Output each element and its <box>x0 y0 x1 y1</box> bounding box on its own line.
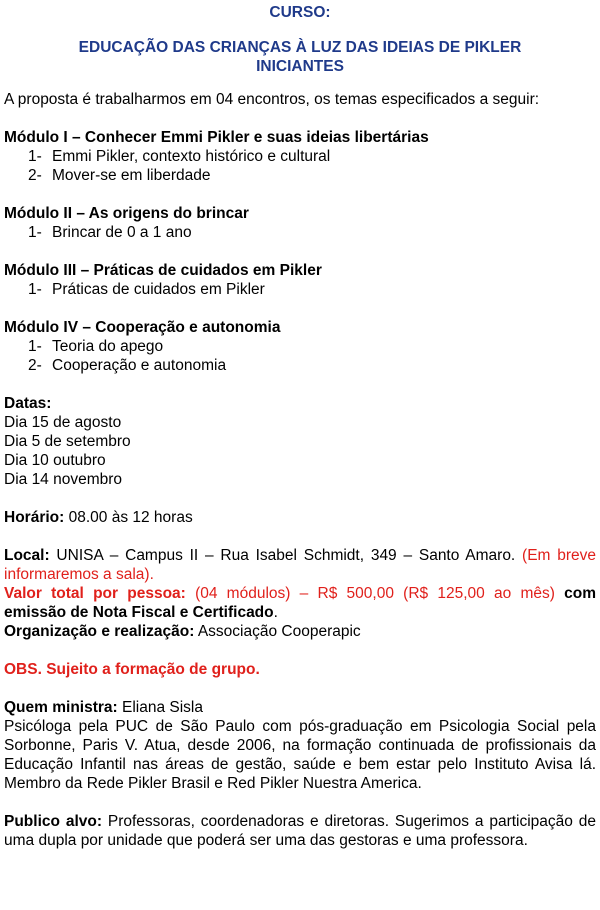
intro-text: A proposta é trabalharmos em 04 encontros, os temas especificados a seguir: <box>4 91 540 108</box>
date-item: Dia 15 de agosto <box>4 414 122 431</box>
price-line: Valor total por pessoa: (04 módulos) – R$ 500,00 (R$ 125,00 ao mês) com emissão de Nota Fiscal e Certificado. <box>4 585 596 621</box>
list-item: 2- Mover-se em liberdade <box>28 167 211 184</box>
module-title: Módulo IV – Cooperação e autonomia <box>4 319 281 336</box>
location-value: UNISA – Campus II – Rua Isabel Schmidt, 349 – Santo Amaro. <box>49 547 523 564</box>
audience-paragraph <box>4 812 596 850</box>
course-title-line1: EDUCAÇÃO DAS CRIANÇAS À LUZ DAS IDEIAS DE PIKLER <box>78 39 522 56</box>
location-line <box>4 546 596 584</box>
list-item: 1- Teoria do apego <box>28 338 164 355</box>
curso-label: CURSO: <box>269 4 331 21</box>
organization-label: Organização e realização: <box>4 623 195 640</box>
module-3 <box>4 261 596 299</box>
instructor-bio: Psicóloga pela PUC de São Paulo com pós-graduação em Psicologia Social pela Sorbonne, Paris V. Atua, desde 2006, na formação continuada de profissionais da Educação Infantil nas áreas de gestão, saúde e bem estar pelo Instituto Avisa lá. Membro da Rede Pikler Brasil e Red Pikler Nuestra America. <box>4 718 596 792</box>
date-item: Dia 14 novembro <box>4 471 123 488</box>
date-item: Dia 10 outubro <box>4 452 106 469</box>
dates-section <box>4 394 596 489</box>
audience-value: Professoras, coordenadoras e diretoras. Sugerimos a participação de uma dupla por unidade que poderá ser uma das gestoras e uma professora. <box>4 813 596 849</box>
list-item: 1- Emmi Pikler, contexto histórico e cultural <box>28 148 331 165</box>
instructor-name: Eliana Sisla <box>117 699 203 716</box>
schedule-value: 08.00 às 12 horas <box>64 509 193 526</box>
price-certificate: com emissão de Nota Fiscal e Certificado <box>4 585 596 621</box>
module-title: Módulo III – Práticas de cuidados em Pikler <box>4 262 322 279</box>
obs-note: OBS. Sujeito a formação de grupo. <box>4 661 260 678</box>
schedule-label: Horário: <box>4 509 65 526</box>
dates-label: Datas: <box>4 395 52 412</box>
schedule-line <box>4 508 596 527</box>
list-item: 1- Brincar de 0 a 1 ano <box>28 224 192 241</box>
location-note: (Em breve informaremos a sala). <box>4 547 596 583</box>
list-item: 2- Cooperação e autonomia <box>28 357 227 374</box>
module-1 <box>4 128 596 185</box>
module-title: Módulo I – Conhecer Emmi Pikler e suas ideias libertárias <box>4 129 429 146</box>
organization-line <box>4 622 596 641</box>
price-label: Valor total por pessoa: <box>4 585 186 602</box>
instructor-label: Quem ministra: <box>4 699 118 716</box>
date-item: Dia 5 de setembro <box>4 433 131 450</box>
price-value: (04 módulos) – R$ 500,00 (R$ 125,00 ao mês) <box>185 585 565 602</box>
location-label: Local: <box>4 547 50 564</box>
course-title-line2: INICIANTES <box>256 58 344 75</box>
audience-label: Publico alvo: <box>4 813 103 830</box>
instructor-line <box>4 698 596 717</box>
module-4 <box>4 318 596 375</box>
list-item: 1- Práticas de cuidados em Pikler <box>28 281 265 298</box>
module-2 <box>4 204 596 242</box>
organization-value: Associação Cooperapic <box>194 623 361 640</box>
module-title: Módulo II – As origens do brincar <box>4 205 249 222</box>
